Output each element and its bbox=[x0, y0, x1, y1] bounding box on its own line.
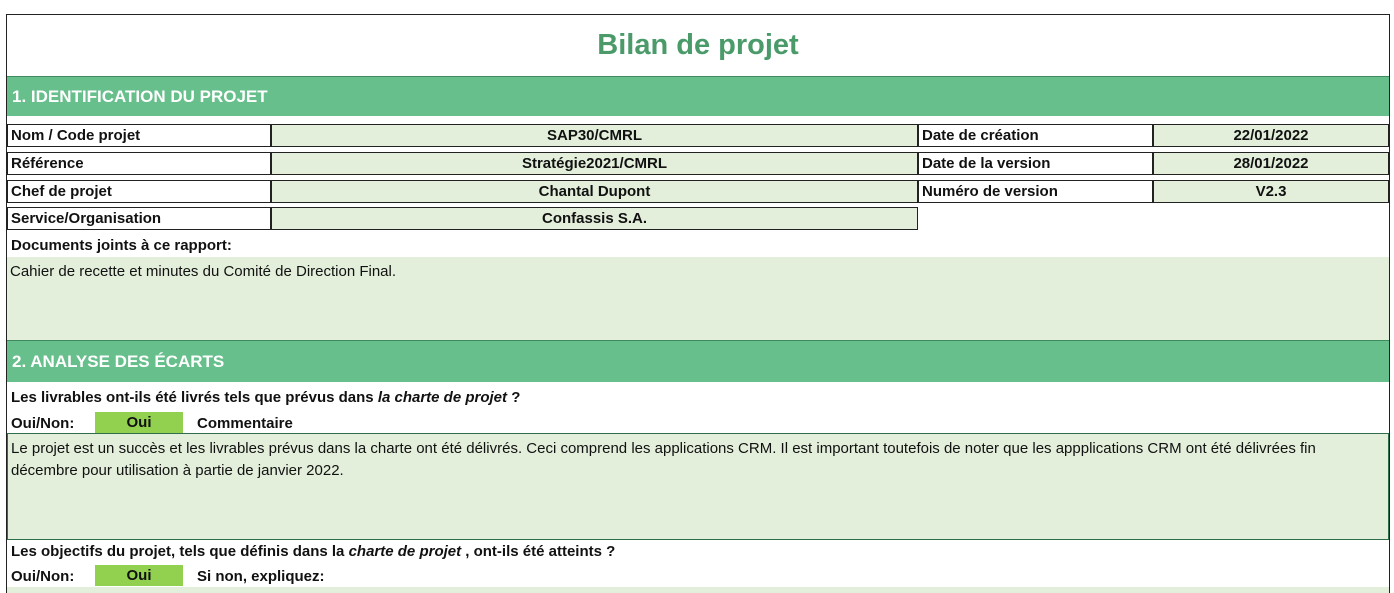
section-identification-header: 1. IDENTIFICATION DU PROJET bbox=[7, 76, 1389, 116]
organisation-label: Service/Organisation bbox=[7, 207, 271, 230]
creation-date-label: Date de création bbox=[918, 124, 1153, 147]
page-title: Bilan de projet bbox=[597, 28, 799, 61]
report-sheet bbox=[6, 14, 1390, 593]
project-manager-value[interactable]: Chantal Dupont bbox=[271, 180, 918, 203]
objectives-question-suffix: , ont-ils été atteints ? bbox=[461, 543, 616, 560]
objectives-question-italic: charte de projet bbox=[348, 543, 462, 560]
reference-value[interactable]: Stratégie2021/CMRL bbox=[271, 152, 918, 175]
project-code-value[interactable]: SAP30/CMRL bbox=[271, 124, 918, 147]
objectives-comment[interactable] bbox=[7, 587, 1389, 593]
version-date-value[interactable]: 28/01/2022 bbox=[1153, 152, 1389, 175]
organisation-value[interactable]: Confassis S.A. bbox=[271, 207, 918, 230]
objectives-comment-label: Si non, expliquez: bbox=[197, 568, 325, 585]
project-code-label: Nom / Code projet bbox=[7, 124, 271, 147]
deliverables-comment[interactable]: Le projet est un succès et les livrables prévus dans la charte ont été délivrés. Ceci comprend les applications CRM. Il est important toutefois de noter que les appplications CRM ont été délivrées fin décembre pour utilisation à partie de janvier 2022. bbox=[7, 433, 1389, 540]
documents-label: Documents joints à ce rapport: bbox=[11, 237, 232, 254]
deliverables-answer[interactable]: Oui bbox=[95, 412, 183, 433]
version-date-label: Date de la version bbox=[918, 152, 1153, 175]
objectives-question-text: Les objectifs du projet, tels que définis dans la bbox=[11, 543, 349, 560]
objectives-yesno-label: Oui/Non: bbox=[11, 568, 75, 585]
deliverables-question-suffix: ? bbox=[507, 389, 521, 406]
deliverables-question bbox=[11, 389, 520, 406]
deliverables-comment-label: Commentaire bbox=[197, 415, 293, 432]
creation-date-value[interactable]: 22/01/2022 bbox=[1153, 124, 1389, 147]
objectives-question bbox=[11, 543, 615, 560]
deliverables-question-italic: la charte de projet bbox=[377, 389, 508, 406]
deliverables-yesno-label: Oui/Non: bbox=[11, 415, 75, 432]
version-number-value[interactable]: V2.3 bbox=[1153, 180, 1389, 203]
deliverables-question-text: Les livrables ont-ils été livrés tels que prévus dans bbox=[11, 389, 378, 406]
documents-text[interactable]: Cahier de recette et minutes du Comité de Direction Final. bbox=[7, 257, 1389, 340]
version-number-label: Numéro de version bbox=[918, 180, 1153, 203]
section-gap-analysis-header: 2. ANALYSE DES ÉCARTS bbox=[7, 340, 1389, 382]
objectives-answer[interactable]: Oui bbox=[95, 565, 183, 586]
project-manager-label: Chef de projet bbox=[7, 180, 271, 203]
reference-label: Référence bbox=[7, 152, 271, 175]
